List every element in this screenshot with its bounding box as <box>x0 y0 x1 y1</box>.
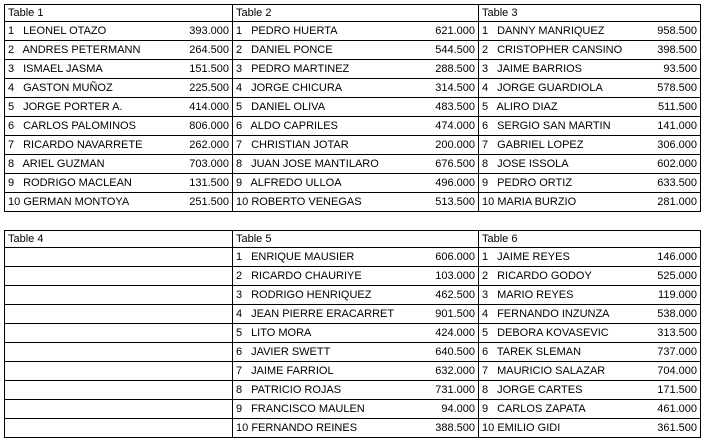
player-score: 640.500 <box>435 346 475 358</box>
player-name: RICARDO NAVARRETE <box>23 139 143 151</box>
player-score: 474.000 <box>435 120 475 132</box>
player-cell <box>233 343 479 362</box>
player-position: 2 <box>482 44 489 56</box>
player-score: 731.000 <box>435 384 475 396</box>
player-score: 94.000 <box>441 403 475 415</box>
player-name: GABRIEL LOPEZ <box>497 139 584 151</box>
player-score: 393.000 <box>189 25 229 37</box>
table-row <box>5 286 701 305</box>
player-cell <box>479 324 701 343</box>
table-header-row <box>5 5 701 22</box>
player-position: 2 <box>236 270 243 282</box>
table-title: Table 6 <box>479 231 701 248</box>
player-cell <box>5 193 233 212</box>
player-score: 704.000 <box>657 365 697 377</box>
player-cell <box>5 324 233 343</box>
player-name: JAIME FARRIOL <box>251 365 334 377</box>
player-score: 511.500 <box>658 101 697 113</box>
player-score: 901.500 <box>435 308 475 320</box>
player-position: 2 <box>236 44 243 56</box>
player-position: 6 <box>482 346 489 358</box>
player-name: DANIEL OLIVA <box>251 101 326 113</box>
player-name: GASTON MUÑOZ <box>23 82 113 94</box>
player-score: 525.000 <box>657 270 697 282</box>
player-position: 3 <box>236 63 243 75</box>
tables-1-3-grid <box>4 4 701 212</box>
player-score: 171.500 <box>657 384 697 396</box>
player-position: 9 <box>8 177 15 189</box>
player-cell <box>233 381 479 400</box>
player-position: 3 <box>236 289 243 301</box>
table-row <box>5 324 701 343</box>
player-cell <box>479 400 701 419</box>
player-name: ALDO CAPRILES <box>250 120 338 132</box>
player-cell <box>5 419 233 438</box>
player-cell <box>479 305 701 324</box>
player-cell <box>479 381 701 400</box>
player-cell <box>5 286 233 305</box>
player-score: 313.500 <box>657 327 697 339</box>
player-score: 633.500 <box>657 177 697 189</box>
table-title: Table 4 <box>5 231 233 248</box>
player-position: 5 <box>482 101 489 113</box>
player-name: MARIO REYES <box>497 289 574 301</box>
player-position: 8 <box>8 158 15 170</box>
table-row <box>5 362 701 381</box>
player-position: 10 <box>482 196 495 208</box>
player-name: ENRIQUE MAUSIER <box>251 251 355 263</box>
player-position: 7 <box>482 139 489 151</box>
player-cell <box>479 362 701 381</box>
player-score: 632.000 <box>435 365 475 377</box>
player-position: 5 <box>236 101 243 113</box>
table-title: Table 1 <box>5 5 233 22</box>
player-position: 6 <box>236 346 243 358</box>
player-cell <box>479 248 701 267</box>
player-cell <box>5 248 233 267</box>
player-cell <box>479 79 701 98</box>
player-name: JUAN JOSE MANTILARO <box>251 158 379 170</box>
player-position: 8 <box>482 158 489 170</box>
player-position: 8 <box>236 384 243 396</box>
player-name: ISMAEL JASMA <box>23 63 103 75</box>
player-position: 1 <box>482 251 489 263</box>
player-score: 146.000 <box>657 251 697 263</box>
player-cell <box>233 79 479 98</box>
player-cell <box>479 41 701 60</box>
table-row <box>5 98 701 117</box>
player-score: 141.000 <box>657 120 697 132</box>
player-cell <box>5 155 233 174</box>
player-cell <box>479 343 701 362</box>
player-score: 414.000 <box>189 101 229 113</box>
table-row <box>5 343 701 362</box>
table-row <box>5 305 701 324</box>
player-score: 200.000 <box>435 139 475 151</box>
player-cell <box>479 60 701 79</box>
player-name: TAREK SLEMAN <box>496 346 582 358</box>
player-score: 737.000 <box>657 346 697 358</box>
player-position: 10 <box>8 196 21 208</box>
player-cell <box>479 286 701 305</box>
player-name: JORGE GUARDIOLA <box>497 82 603 94</box>
player-name: RICARDO GODOY <box>497 270 592 282</box>
player-score: 93.500 <box>663 63 697 75</box>
player-position: 5 <box>236 327 243 339</box>
player-score: 703.000 <box>189 158 229 170</box>
player-cell <box>479 419 701 438</box>
player-position: 8 <box>236 158 243 170</box>
player-name: CHRISTIAN JOTAR <box>251 139 349 151</box>
table-row <box>5 41 701 60</box>
player-cell <box>233 193 479 212</box>
player-cell <box>233 98 479 117</box>
player-position: 4 <box>482 82 489 94</box>
player-position: 9 <box>236 177 243 189</box>
player-cell <box>233 60 479 79</box>
player-score: 544.500 <box>435 44 475 56</box>
player-position: 4 <box>236 308 243 320</box>
table-row <box>5 117 701 136</box>
player-position: 10 <box>236 196 249 208</box>
table-header-row <box>5 231 701 248</box>
player-score: 602.000 <box>657 158 697 170</box>
player-score: 606.000 <box>435 251 475 263</box>
player-name: JAIME REYES <box>497 251 570 263</box>
player-name: DEBORA KOVASEVIC <box>497 327 609 339</box>
player-cell <box>5 60 233 79</box>
player-name: JORGE CHICURA <box>251 82 343 94</box>
player-name: CARLOS PALOMINOS <box>23 120 136 132</box>
player-name: PATRICIO ROJAS <box>251 384 342 396</box>
player-score: 361.500 <box>657 422 697 434</box>
player-cell <box>479 267 701 286</box>
player-position: 7 <box>236 365 243 377</box>
player-cell <box>233 362 479 381</box>
player-position: 7 <box>236 139 243 151</box>
player-name: LITO MORA <box>251 327 312 339</box>
player-score: 151.500 <box>189 63 229 75</box>
player-score: 958.500 <box>657 25 697 37</box>
player-name: JOSE ISSOLA <box>497 158 569 170</box>
player-name: RODRIGO HENRIQUEZ <box>251 289 372 301</box>
player-score: 131.500 <box>189 177 229 189</box>
player-position: 7 <box>482 365 489 377</box>
player-position: 3 <box>482 289 489 301</box>
player-cell <box>5 381 233 400</box>
table-title: Table 3 <box>479 5 701 22</box>
player-position: 2 <box>482 270 489 282</box>
player-position: 1 <box>236 25 243 37</box>
player-name: DANIEL PONCE <box>251 44 333 56</box>
table-row <box>5 419 701 438</box>
player-position: 7 <box>8 139 15 151</box>
player-position: 10 <box>236 422 249 434</box>
player-position: 6 <box>236 120 243 132</box>
player-cell <box>233 267 479 286</box>
player-score: 676.500 <box>435 158 475 170</box>
player-name: JEAN PIERRE ERACARRET <box>251 308 395 320</box>
player-cell <box>233 174 479 193</box>
player-name: ANDRES PETERMANN <box>22 44 141 56</box>
player-name: JORGE PORTER A. <box>23 101 123 113</box>
table-title: Table 2 <box>233 5 479 22</box>
table-row <box>5 381 701 400</box>
player-score: 398.500 <box>657 44 697 56</box>
player-cell <box>233 117 479 136</box>
player-name: PEDRO ORTIZ <box>497 177 573 189</box>
player-cell <box>233 22 479 41</box>
player-name: JAIME BARRIOS <box>497 63 583 75</box>
player-cell <box>233 286 479 305</box>
player-name: MARIA BURZIO <box>497 196 577 208</box>
player-position: 10 <box>482 422 495 434</box>
table-row <box>5 60 701 79</box>
player-cell <box>479 98 701 117</box>
player-score: 496.000 <box>435 177 475 189</box>
player-name: CRISTOPHER CANSINO <box>497 44 623 56</box>
player-position: 4 <box>8 82 15 94</box>
player-name: DANNY MANRIQUEZ <box>497 25 605 37</box>
player-name: LEONEL OTAZO <box>23 25 107 37</box>
player-score: 462.500 <box>435 289 475 301</box>
player-position: 3 <box>8 63 15 75</box>
player-score: 251.500 <box>189 196 229 208</box>
player-name: FERNANDO INZUNZA <box>497 308 610 320</box>
player-score: 119.000 <box>658 289 697 301</box>
player-cell <box>479 22 701 41</box>
player-cell <box>233 248 479 267</box>
player-name: JAVIER SWETT <box>251 346 331 358</box>
player-name: GERMAN MONTOYA <box>23 196 130 208</box>
player-score: 424.000 <box>435 327 475 339</box>
player-score: 306.000 <box>657 139 697 151</box>
player-cell <box>5 117 233 136</box>
player-cell <box>479 193 701 212</box>
player-score: 483.500 <box>435 101 475 113</box>
player-cell <box>5 79 233 98</box>
player-position: 9 <box>236 403 243 415</box>
player-cell <box>233 41 479 60</box>
player-name: PEDRO MARTINEZ <box>251 63 350 75</box>
player-cell <box>233 136 479 155</box>
player-score: 225.500 <box>189 82 229 94</box>
player-position: 1 <box>236 251 243 263</box>
player-name: RICARDO CHAURIYE <box>251 270 362 282</box>
player-name: ALFREDO ULLOA <box>250 177 342 189</box>
player-name: RODRIGO MACLEAN <box>23 177 132 189</box>
player-score: 513.500 <box>435 196 475 208</box>
table-row <box>5 136 701 155</box>
player-position: 9 <box>482 177 489 189</box>
player-position: 8 <box>482 384 489 396</box>
player-name: EMILIO GIDI <box>497 422 561 434</box>
player-name: JORGE CARTES <box>497 384 583 396</box>
player-name: ARIEL GUZMAN <box>22 158 105 170</box>
player-position: 3 <box>482 63 489 75</box>
player-position: 4 <box>236 82 243 94</box>
player-score: 806.000 <box>189 120 229 132</box>
player-position: 6 <box>482 120 489 132</box>
table-row <box>5 400 701 419</box>
player-name: ALIRO DIAZ <box>496 101 558 113</box>
player-cell <box>233 155 479 174</box>
table-row <box>5 267 701 286</box>
player-name: PEDRO HUERTA <box>251 25 338 37</box>
player-cell <box>5 267 233 286</box>
player-position: 5 <box>8 101 15 113</box>
player-cell <box>479 155 701 174</box>
player-score: 538.000 <box>657 308 697 320</box>
player-score: 314.500 <box>435 82 475 94</box>
player-score: 281.000 <box>657 196 697 208</box>
player-score: 621.000 <box>435 25 475 37</box>
player-cell <box>233 324 479 343</box>
player-score: 288.500 <box>435 63 475 75</box>
player-cell <box>5 362 233 381</box>
table-row <box>5 79 701 98</box>
player-cell <box>5 22 233 41</box>
player-score: 103.000 <box>435 270 475 282</box>
player-position: 1 <box>482 25 489 37</box>
player-name: FERNANDO REINES <box>251 422 358 434</box>
player-cell <box>5 41 233 60</box>
player-cell <box>5 98 233 117</box>
tables-4-6-grid <box>4 230 701 438</box>
player-name: CARLOS ZAPATA <box>497 403 586 415</box>
table-row <box>5 22 701 41</box>
player-cell <box>479 117 701 136</box>
player-position: 2 <box>8 44 15 56</box>
player-name: SERGIO SAN MARTIN <box>497 120 611 132</box>
player-score: 388.500 <box>435 422 475 434</box>
player-cell <box>479 174 701 193</box>
player-name: ROBERTO VENEGAS <box>251 196 362 208</box>
player-score: 262.000 <box>189 139 229 151</box>
table-row <box>5 193 701 212</box>
player-cell <box>5 174 233 193</box>
player-score: 264.500 <box>189 44 229 56</box>
player-cell <box>233 305 479 324</box>
table-row <box>5 174 701 193</box>
player-position: 6 <box>8 120 15 132</box>
table-title: Table 5 <box>233 231 479 248</box>
table-row <box>5 155 701 174</box>
player-cell <box>233 419 479 438</box>
player-cell <box>5 305 233 324</box>
player-score: 461.000 <box>657 403 697 415</box>
player-cell <box>479 136 701 155</box>
table-row <box>5 248 701 267</box>
player-score: 578.500 <box>657 82 697 94</box>
player-position: 9 <box>482 403 489 415</box>
player-name: MAURICIO SALAZAR <box>497 365 606 377</box>
player-position: 4 <box>482 308 489 320</box>
player-cell <box>5 343 233 362</box>
player-position: 5 <box>482 327 489 339</box>
player-cell <box>233 400 479 419</box>
player-name: FRANCISCO MAULEN <box>251 403 365 415</box>
player-position: 1 <box>8 25 15 37</box>
player-cell <box>5 136 233 155</box>
player-cell <box>5 400 233 419</box>
